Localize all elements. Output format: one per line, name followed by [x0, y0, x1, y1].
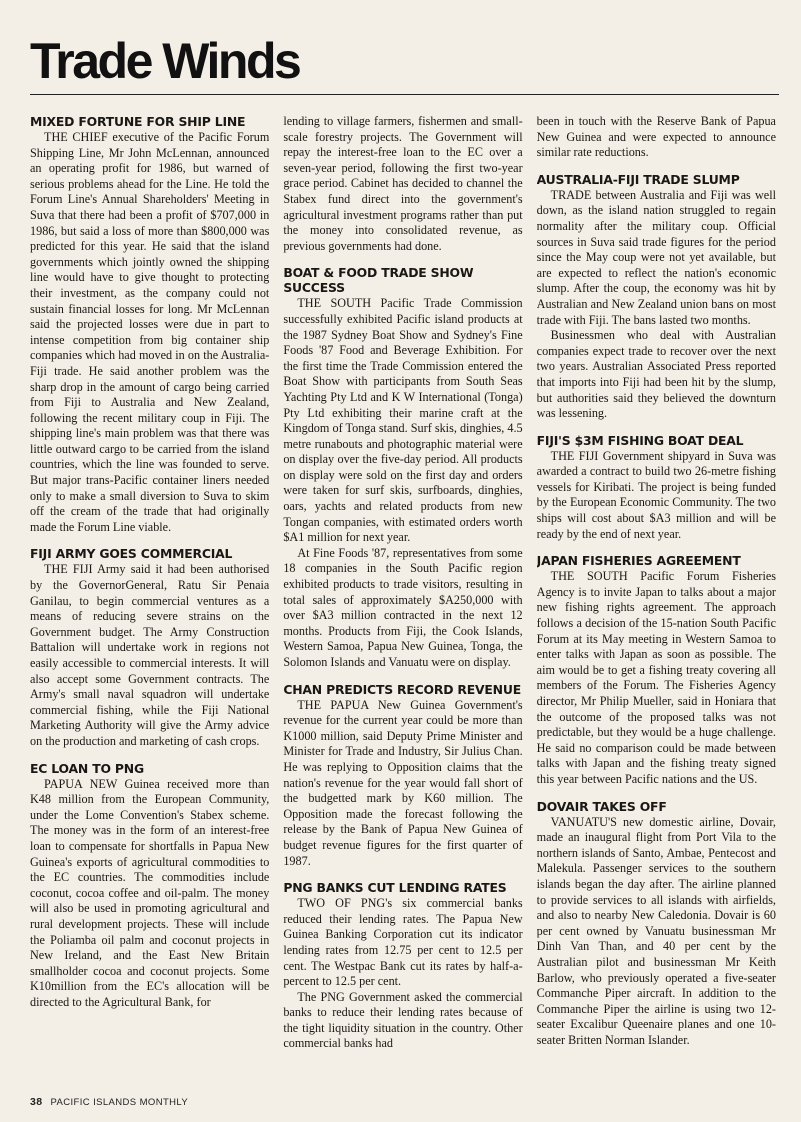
column-3: [537, 114, 776, 1092]
article-headline: JAPAN FISHERIES AGREEMENT: [536, 553, 741, 569]
page-title: Trade Winds: [30, 33, 300, 89]
article: [537, 799, 776, 1049]
article-headline: AUSTRALIA-FIJI TRADE SLUMP: [536, 171, 740, 187]
article-headline: FIJI'S $3M FISHING BOAT DEAL: [536, 432, 744, 448]
article-paragraph: At Fine Foods '87, representatives from some 18 companies in the South Pacific region exhibited products to trade visitors, resulting in total sales of approximately $A250,000 with over $A3 million contracted in the next 12 months. Products from Fiji, the Cook Islands, Western Samoa, Papua New Guinea, Tonga, the Solomon Islands and Vanuatu were on display.: [283, 545, 523, 669]
article: [283, 265, 522, 670]
article-paragraph: lending to village farmers, fishermen and small-scale forestry projects. The Government will repay the interest-free loan to the EC over a seven-year period, following the first two-year grace period. Cabinet has decided to channel the Stabex fund direct into the government's agricultural investment programs rather than put the money into consolidated revenue, as previous governments had done.: [283, 114, 523, 253]
column-2: [283, 114, 522, 1092]
article-continued: [283, 114, 522, 254]
article: [30, 546, 269, 749]
article-paragraph: THE SOUTH Pacific Trade Commission successfully exhibited Pacific island products at the 1987 Sydney Boat Show and Sydney's Fine Foods '87 Food and Beverage Exhibition. For the first time the Trade Commission entered the Boat Show with participants from South Seas Yachting Pty Ltd and K W International (Tonga) Pty Ltd exhibiting their marine craft at the Kingdom of Tonga stand. Surf skis, dinghies, 4.5 metre runabouts and photographic material were on display over the five-day period. All products on display were sold on the first day and orders were taken for surf skis, surfboards, dinghies, oars, yachts and related products from new Tongan companies, with estimated orders worth $A1 million for next year.: [283, 296, 523, 545]
column-1: [30, 114, 269, 1092]
article-headline: PNG BANKS CUT LENDING RATES: [283, 880, 507, 896]
article-paragraph: The PNG Government asked the commercial banks to reduce their lending rates because of the tight liquidity situation in the country. Other commercial banks had: [283, 989, 523, 1051]
article-paragraph: VANUATU'S new domestic airline, Dovair, made an inaugural flight from Port Vila to the northern islands of Santo, Ambae, Pentecost and Malekula. Passenger services to the southern islands began the day after. The airline planned to provide services to all islands with airfields, and also to nearby New Caledonia. Dovair is 60 per cent owned by Vanuatu businessman Mr Dinh Van Than, and 40 per cent by the Australian pilot and businessman Mr Keith Barlow, who previously operated a five-seater Commanche Piper aircraft. In addition to the Commanche Piper the airline is using two 12-seater Excalibur Queenaire planes and one 10-seater Britten Norman Islander.: [536, 814, 776, 1047]
article-paragraph: PAPUA NEW Guinea received more than K48 million from the European Community, under the Lome Convention's Stabex scheme. The money was in the form of an interest-free loan to compensate for shortfalls in Papua New Guinea's exports of agricultural commodities to the EC countries. The commodities include coconut, cocoa coffee and oil-palm. The money will also be used in promoting agricultural and rural development projects. These will include the Poliamba oil palm and coconut projects in New Ireland, and the East New Britain smallholder cocoa and coconut projects. Some K10million from the EC's allocation will be directed to the Agricultural Bank, for: [30, 776, 270, 1009]
article-columns: [30, 114, 776, 1092]
publication-name: PACIFIC ISLANDS MONTHLY: [50, 1097, 189, 1108]
article-paragraph: Businessmen who deal with Australian companies expect trade to recover over the next two years. Australian Associated Press reported that imports into Fiji had been hit by the slump, but authorities said they believed the downturn was lessening.: [536, 328, 776, 421]
article-paragraph: been in touch with the Reserve Bank of Papua New Guinea and were expected to announce similar rate reductions.: [536, 114, 776, 160]
article: [537, 172, 776, 422]
article-paragraph: TRADE between Australia and Fiji was well down, as the island nation struggled to regain normality after the military coup. Official sources in Suva said trade figures for the period since the May coup were not yet available, but are expected to reflect the nation's economic slump. After the coup, the economy was hit by Australian and New Zealand union bans on most trade with Fiji. The bans lasted two months.: [536, 187, 776, 327]
article: [283, 880, 522, 1052]
article-headline: MIXED FORTUNE FOR SHIP LINE: [30, 114, 246, 129]
article-headline: FIJI ARMY GOES COMMERCIAL: [30, 546, 233, 562]
article-paragraph: THE FIJI Government shipyard in Suva was awarded a contract to build two 26-metre fishing vessels for Kiribati. The project is being funded by the European Economic Community. The two ships will cost about $A3 million and will be ready by the end of next year.: [536, 448, 776, 541]
article-headline: EC LOAN TO PNG: [30, 760, 144, 776]
article-paragraph: TWO OF PNG's six commercial banks reduced their lending rates. The Papua New Guinea Banking Corporation cut its indicator lending rates from 12.75 per cent to 12.5 per cent. The Westpac Bank cut its rates by half-a-percent to 12.5 per cent.: [283, 896, 523, 989]
article-paragraph: THE PAPUA New Guinea Government's revenue for the current year could be more than K1000 million, said Deputy Prime Minister and Minister for Trade and Industry, Sir Julius Chan. He was replying to Opposition claims that the nation's revenue for the year would fall short of the budgetted mark by K60 million. The Opposition made the forecast following the release by the Bank of Papua New Guinea of budget revenue figures for the first quarter of 1987.: [283, 697, 523, 868]
article: [283, 682, 522, 870]
article-paragraph: THE CHIEF executive of the Pacific Forum Shipping Line, Mr John McLennan, announced an operating profit for 1986, but warned of serious problems ahead for the Line. He told the Forum Line's Annual Shareholders' Meeting in Suva that there had been a profit of $707,000 in 1986, but said a loss of more than $800,000 was predicted for this year. He said that the island governments which jointly owned the shipping line would have to give thought to protecting their investment, as the company could not sustain financial losses for long. Mr McLennan said the projected losses were due in part to intense competition from big container ship companies which had moved in on the Australia-Fiji trade. He said another problem was the sharp drop in the amount of cargo being carried from Fiji to Australia and New Zealand, following the recent military coup in Fiji. The shipping line's main problem was that there was little outward cargo to be carried from the island countries, which the line was founded to serve. But major trans-Pacific container liners needed only to make a small diversion to Suva to skim off the cream of the trade that had originally made the Forum Line viable.: [30, 130, 270, 534]
title-rule: [30, 94, 779, 95]
article-continued: [537, 114, 776, 161]
article-headline: CHAN PREDICTS RECORD REVENUE: [283, 681, 521, 697]
article-headline: DOVAIR TAKES OFF: [536, 798, 667, 814]
article-paragraph: THE FIJI Army said it had been authorised by the GovernorGeneral, Ratu Sir Penaia Ganilau, to begin commercial ventures as a means of reducing severe strains on the Government budget. The Army Construction Battalion will undertake work in regions not easily accessible to commercial interests. It will also accept some Government contracts. The Army's small naval squadron will undertake commercial fishing, while the Fiji National Marketing Authority will give the Army advice on the production and marketing of cash crops.: [30, 562, 270, 748]
article: [30, 114, 269, 535]
page-footer: [30, 1096, 188, 1108]
article: [537, 433, 776, 543]
article-headline: BOAT & FOOD TRADE SHOW SUCCESS: [283, 265, 474, 296]
page-number: 38: [30, 1096, 43, 1108]
article: [537, 553, 776, 787]
article: [30, 761, 269, 1011]
article-paragraph: THE SOUTH Pacific Forum Fisheries Agency is to invite Japan to talks about a major new fishing rights agreement. The approach follows a decision of the 15-nation South Pacific Forum at its May meeting in Western Samoa to enter talks with Japan as soon as possible. The aim would be to get a fishing treaty covering all members of the Forum. The Fisheries Agency director, Mr Philip Mueller, said in Honiara that the outcome of the proposed talks was not predictable, but they would be a huge challenge. He said no comparison could be made between talks with Japan and the fishing treaty signed this year between Pacific nations and the US.: [536, 569, 776, 786]
